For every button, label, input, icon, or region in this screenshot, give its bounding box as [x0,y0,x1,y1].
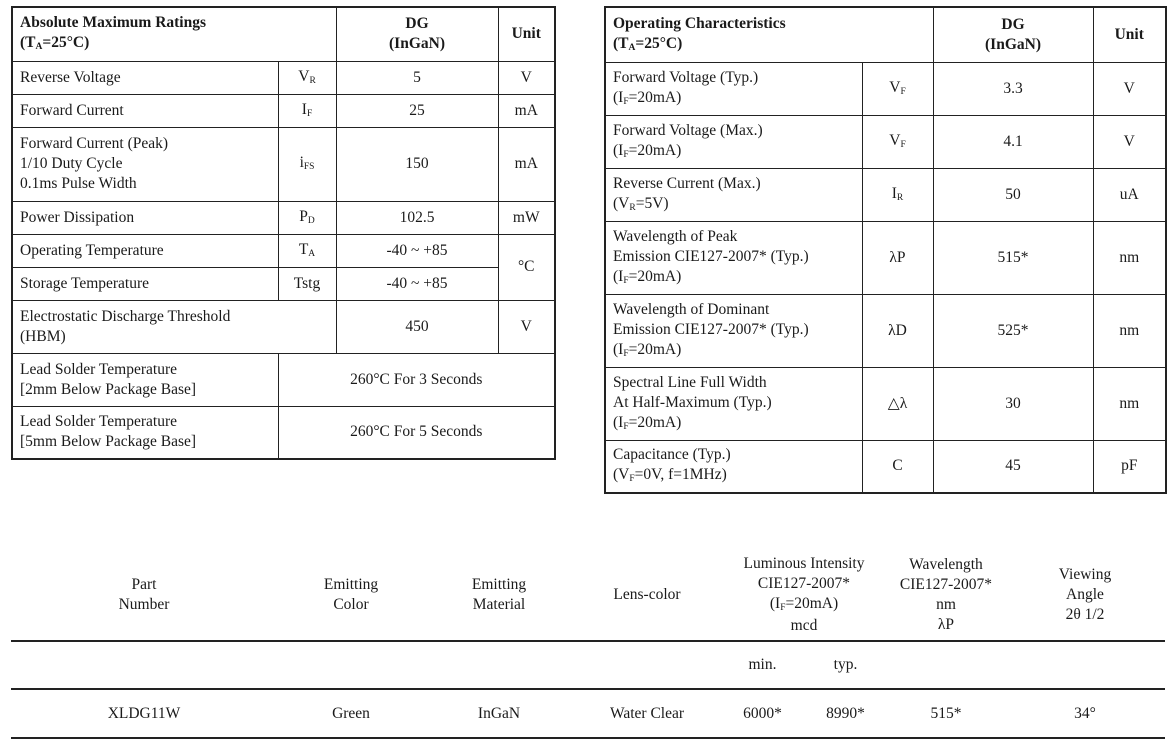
abs-condition: (TA=25°C) [20,34,90,53]
value-cell: 102.5 [336,201,498,234]
subheader-min: min. [748,656,777,673]
symbol-cell: Tstg [278,267,336,300]
symbol-cell: VF [862,62,933,115]
header-luminous-intensity: Luminous Intensity CIE127-2007* (IF=20mA) mcd [743,555,865,634]
value-cell: 50 [933,168,1093,221]
table-row [12,353,555,406]
table-row [605,115,1166,168]
value-cell: 5 [336,61,498,94]
abs-unit-header: Unit [498,7,555,61]
value-cell: 4.1 [933,115,1093,168]
value-cell: -40 ~ +85 [336,234,498,267]
emitting-color-cell: Green [277,689,425,738]
param-cell: Forward Current (Peak) 1/10 Duty Cycle 0.1ms Pulse Width [12,127,278,201]
header-emitting-material: Emitting Material [471,576,527,613]
header-emitting-color: Emitting Color [323,576,379,613]
param-cell: Forward Voltage (Typ.) (IF=20mA) [605,62,862,115]
param-cell: Power Dissipation [12,201,278,234]
subheader-row [11,641,1165,689]
unit-cell: mA [498,94,555,127]
operating-characteristics-table [604,6,1167,494]
symbol-cell: λD [862,294,933,367]
param-cell: Wavelength of Peak Emission CIE127-2007* (Typ.) (IF=20mA) [605,221,862,294]
param-cell: Lead Solder Temperature [5mm Below Package Base] [12,406,278,459]
param-cell: Storage Temperature [12,267,278,300]
table-row [605,168,1166,221]
op-title: Operating Characteristics [613,14,786,32]
table-row [12,300,555,353]
header-viewing-angle: Viewing Angle 2θ 1/2 [1058,566,1112,623]
absolute-maximum-ratings-table [11,6,556,460]
symbol-cell: λP [862,221,933,294]
value-cell: 260°C For 5 Seconds [278,406,555,459]
table-row [12,406,555,459]
value-cell: 150 [336,127,498,201]
param-cell: Reverse Voltage [12,61,278,94]
param-cell: Capacitance (Typ.) (VF=0V, f=1MHz) [605,440,862,493]
table-row [12,127,555,201]
unit-cell: nm [1093,221,1166,294]
header-wavelength: Wavelength CIE127-2007* nm λP [899,556,993,633]
value-cell: 3.3 [933,62,1093,115]
unit-cell: mW [498,201,555,234]
abs-dg-header: DG (InGaN) [336,7,498,61]
param-cell: Reverse Current (Max.) (VR=5V) [605,168,862,221]
value-cell: 525* [933,294,1093,367]
op-condition: (TA=25°C) [613,34,683,53]
table-row [12,234,555,267]
emitting-material-cell: InGaN [425,689,573,738]
param-cell: Wavelength of Dominant Emission CIE127-2007* (Typ.) (IF=20mA) [605,294,862,367]
value-cell: 450 [336,300,498,353]
symbol-cell: IR [862,168,933,221]
value-cell: 45 [933,440,1093,493]
symbol-cell: △λ [862,367,933,440]
unit-cell: °C [498,234,555,300]
table-row [605,294,1166,367]
param-cell: Lead Solder Temperature [2mm Below Package Base] [12,353,278,406]
unit-cell: V [498,300,555,353]
op-unit-header: Unit [1093,7,1166,62]
table-row [605,440,1166,493]
unit-cell: nm [1093,294,1166,367]
value-cell: 30 [933,367,1093,440]
symbol-cell: VF [862,115,933,168]
abs-title-cell [12,7,336,61]
part-number-cell: XLDG11W [11,689,277,738]
param-cell: Spectral Line Full Width At Half-Maximum (Typ.) (IF=20mA) [605,367,862,440]
abs-title: Absolute Maximum Ratings [20,14,207,32]
op-title-cell [605,7,933,62]
header-part-number: Part Number [118,576,170,613]
viewing-angle-cell: 34° [1005,689,1165,738]
table-row [12,267,555,300]
param-cell: Forward Voltage (Max.) (IF=20mA) [605,115,862,168]
value-cell: -40 ~ +85 [336,267,498,300]
part-table-body [11,640,1165,739]
symbol-cell: C [862,440,933,493]
value-cell: 25 [336,94,498,127]
unit-cell: V [498,61,555,94]
table-row [12,94,555,127]
wavelength-cell: 515* [887,689,1005,738]
table-row [11,689,1165,738]
table-row [605,221,1166,294]
table-row [605,367,1166,440]
intensity-min-cell: 6000* [721,689,804,738]
lens-color-cell: Water Clear [573,689,721,738]
op-dg-header: DG (InGaN) [933,7,1093,62]
unit-cell: V [1093,115,1166,168]
table-row [12,61,555,94]
intensity-typ-cell: 8990* [804,689,887,738]
unit-cell: pF [1093,440,1166,493]
subheader-typ: typ. [833,656,858,673]
unit-cell: V [1093,62,1166,115]
symbol-cell: iFS [278,127,336,201]
table-row [12,201,555,234]
symbol-cell: PD [278,201,336,234]
value-cell: 260°C For 3 Seconds [278,353,555,406]
symbol-cell: TA [278,234,336,267]
table-row [605,62,1166,115]
part-table-header [11,552,1165,638]
header-lens-color: Lens-color [613,586,681,603]
symbol-cell: IF [278,94,336,127]
unit-cell: nm [1093,367,1166,440]
unit-cell: uA [1093,168,1166,221]
param-cell: Electrostatic Discharge Threshold (HBM) [12,300,336,353]
param-cell: Operating Temperature [12,234,278,267]
param-cell: Forward Current [12,94,278,127]
value-cell: 515* [933,221,1093,294]
symbol-cell: VR [278,61,336,94]
unit-cell: mA [498,127,555,201]
